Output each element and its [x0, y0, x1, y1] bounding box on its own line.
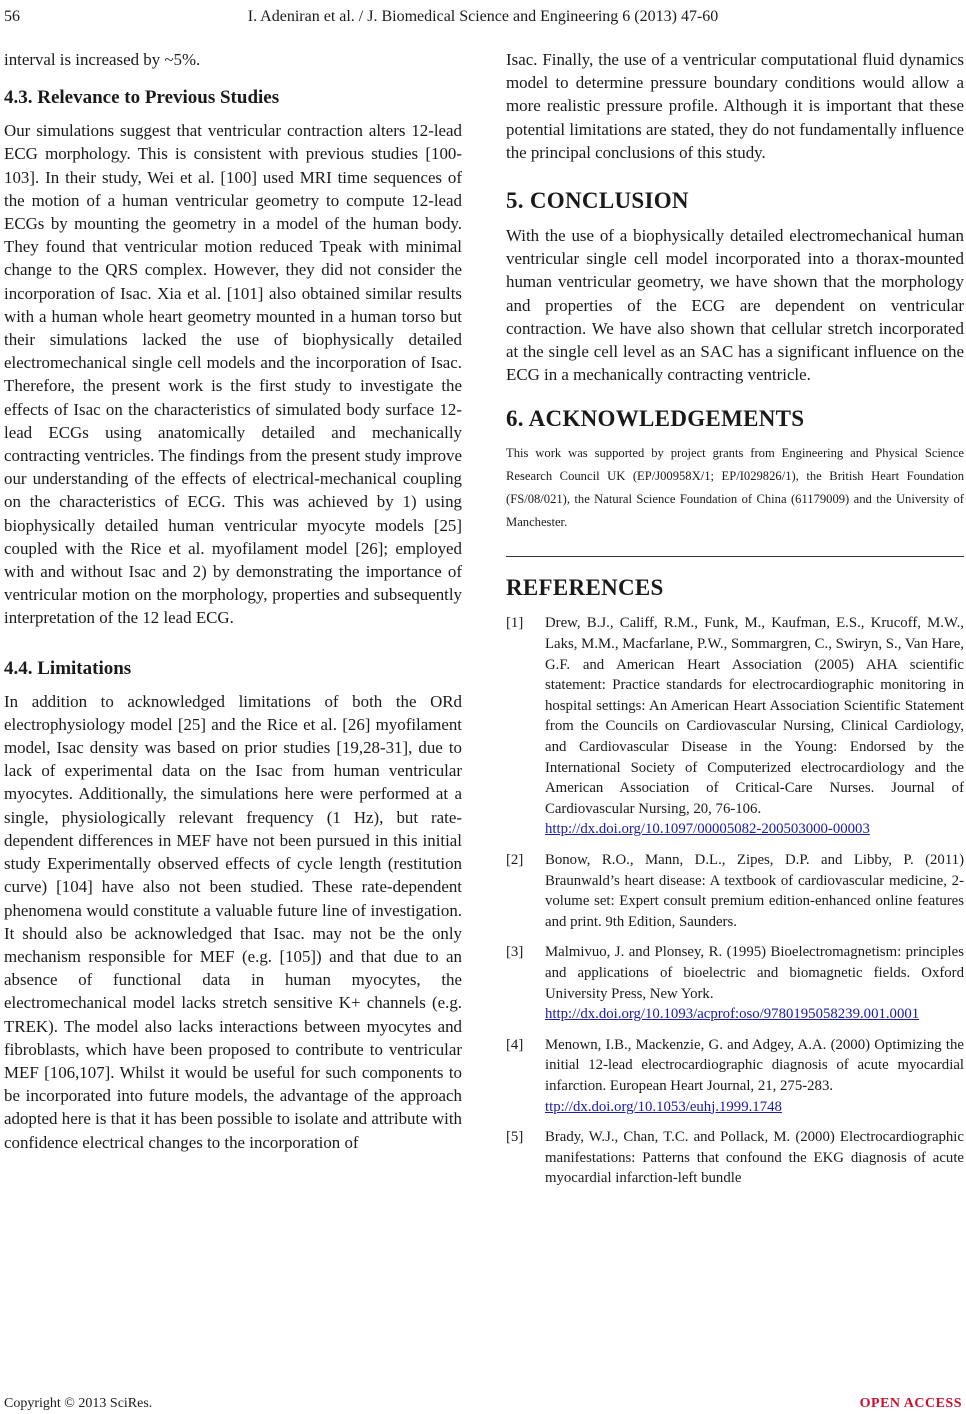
reference-text: Bonow, R.O., Mann, D.L., Zipes, D.P. and Libby, P. (2011) Braunwald’s heart disease: A textbook of cardiovascular medicine, 2-volume set: Expert consult premium edition-enhanced online features and print. 9th Edition, Saunders.	[545, 851, 964, 930]
reference-number: [4]	[506, 1036, 524, 1053]
references-title: REFERENCES	[506, 575, 664, 601]
reference-item	[506, 1035, 964, 1117]
section-4-4-title: 4.4. Limitations	[4, 657, 132, 679]
reference-link[interactable]: http://dx.doi.org/10.1097/00005082-200503000-00003	[545, 821, 870, 838]
intro-text: interval is increased by ~5%.	[4, 50, 201, 69]
right-column	[506, 48, 964, 1189]
left-column	[4, 48, 462, 1154]
reference-text: Drew, B.J., Califf, R.M., Funk, M., Kaufman, E.S., Krucoff, M.W., Laks, M.M., Macfarlane, P.W., Sommargren, C., Swiryn, S., Van Hare, G.F. and American Heart Association (2005) AHA scientific statement: Practice standards for electrocardiographic monitoring in hospital settings: An American Heart Association Scientific Statement from the Councils on Cardiovascular Nursing, Clinical Cardiology, and Cardiovascular Disease in the Young: Endorsed by the International Society of Computerized electrocardiology and the American Association of Critical-Care Nurses. Journal of Cardiovascular Nursing, 20, 76-106.	[545, 615, 964, 817]
continued-paragraph: Isac. Finally, the use of a ventricular computational fluid dynamics model to determine pressure boundary conditions would allow a more realistic pressure profile. Although it is important that these potential limitations are stated, they do not fundamentally influence the principal conclusions of this study.	[506, 50, 964, 162]
open-access-label: OPEN ACCESS	[859, 1396, 962, 1411]
acknowledgements-paragraph: This work was supported by project grants from Engineering and Physical Science Research Council UK (EP/J00958X/1; EP/I029826/1), the British Heart Foundation (FS/08/021), the Natural Science Foundation of China (61179009) and the University of Manchester.	[506, 446, 964, 530]
section-4-4-paragraph: In addition to acknowledged limitations of both the ORd electrophysiology model [25] and the Rice et al. [26] myofilament model, Isac density was based on prior studies [19,28-31], due to lack of experimental data on the Isac from human ventricular myocytes. Additionally, the simulations here were performed at a single, physiologically relevant frequency (1 Hz), but rate-dependent differences in MEF have not been pursued in this initial study Experimentally observed effects of cycle length (restitution curve) [104] have also not been studied. These rate-dependent phenomena would constitute a valuable future line of investigation. It should also be acknowledged that Isac. may not be the only mechanism responsible for MEF (e.g. [105]) and that due to an absence of functional data in human myocytes, the electromechanical model lacks stretch sensitive K+ channels (e.g. TREK). The model also lacks interactions between myocytes and fibroblasts, which have been proposed to contribute to ventricular MEF [106,107]. Whilst it would be useful for such components to be incorporated into future models, the advantage of the approach adopted here is that it has been possible to isolate and attribute with confidence electrical changes to the incorporation of	[4, 691, 462, 1152]
reference-item	[506, 613, 964, 840]
reference-text: Menown, I.B., Mackenzie, G. and Adgey, A.A. (2000) Optimizing the initial 12-lead electrocardiographic diagnosis of acute myocardial infarction. European Heart Journal, 21, 275-283.	[545, 1036, 964, 1094]
reference-number: [2]	[506, 851, 524, 868]
reference-text: Malmivuo, J. and Plonsey, R. (1995) Bioelectromagnetism: principles and applications of bioelectric and biomagnetic fields. Oxford University Press, New York.	[545, 944, 964, 1002]
copyright-text: Copyright © 2013 SciRes.	[4, 1396, 153, 1411]
conclusion-paragraph: With the use of a biophysically detailed electromechanical human ventricular single cell model incorporated into a thorax-mounted human ventricular geometry, we have shown that the morphology and properties of the ECG are dependent on ventricular contraction. We have also shown that cellular stretch incorporated at the single cell level as an SAC has a significant influence on the ECG in a mechanically contracting ventricle.	[506, 226, 964, 385]
page-header	[0, 8, 966, 38]
acknowledgements-title: 6. ACKNOWLEDGEMENTS	[506, 406, 805, 432]
reference-number: [5]	[506, 1129, 524, 1146]
reference-number: [3]	[506, 944, 524, 961]
reference-item	[506, 942, 964, 1024]
reference-link[interactable]: http://dx.doi.org/10.1093/acprof:oso/9780195058239.001.0001	[545, 1006, 920, 1023]
running-title: I. Adeniran et al. / J. Biomedical Science and Engineering 6 (2013) 47-60	[247, 8, 719, 25]
reference-link[interactable]: ttp://dx.doi.org/10.1053/euhj.1999.1748	[545, 1098, 782, 1115]
reference-text: Brady, W.J., Chan, T.C. and Pollack, M. (2000) Electrocardiographic manifestations: Patterns that confound the EKG diagnosis of acute myocardial infarction-left bundle	[545, 1129, 964, 1187]
section-4-3-paragraph: Our simulations suggest that ventricular contraction alters 12-lead ECG morphology. This is consistent with previous studies [100-103]. In their study, Wei et al. [100] used MRI time sequences of the motion of a human ventricular geometry to compute 12-lead ECGs by mounting the geometry in a model of the human body. They found that ventricular motion reduced Tpeak with minimal change to the QRS complex. However, they did not consider the incorporation of Isac. Xia et al. [101] also obtained similar results with a human whole heart geometry mounted in a human torso but their simulations lacked the use of biophysically detailed electromechanical single cell models and the incorporation of Isac. Therefore, the present work is the first study to investigate the effects of Isac on the characteristics of simulated body surface 12-lead ECGs using anatomically detailed and mechanically contracting ventricles. The findings from the present study improve our understanding of the effects of electrical-mechanical coupling on the characteristics of ECG. This was achieved by 1) using biophysically detailed human ventricular myocyte models [25] coupled with the Rice et al. myofilament model [26]; employed with and without Isac and 2) by demonstrating the importance of ventricular motion on the morphology, properties and subsequently interpretation of the 12 lead ECG.	[4, 121, 462, 628]
reference-number: [1]	[506, 615, 524, 632]
conclusion-title: 5. CONCLUSION	[506, 188, 689, 214]
page-number: 56	[4, 8, 20, 25]
reference-item	[506, 850, 964, 932]
section-divider	[506, 556, 964, 557]
reference-item	[506, 1127, 964, 1189]
section-4-3-title: 4.3. Relevance to Previous Studies	[4, 87, 280, 109]
